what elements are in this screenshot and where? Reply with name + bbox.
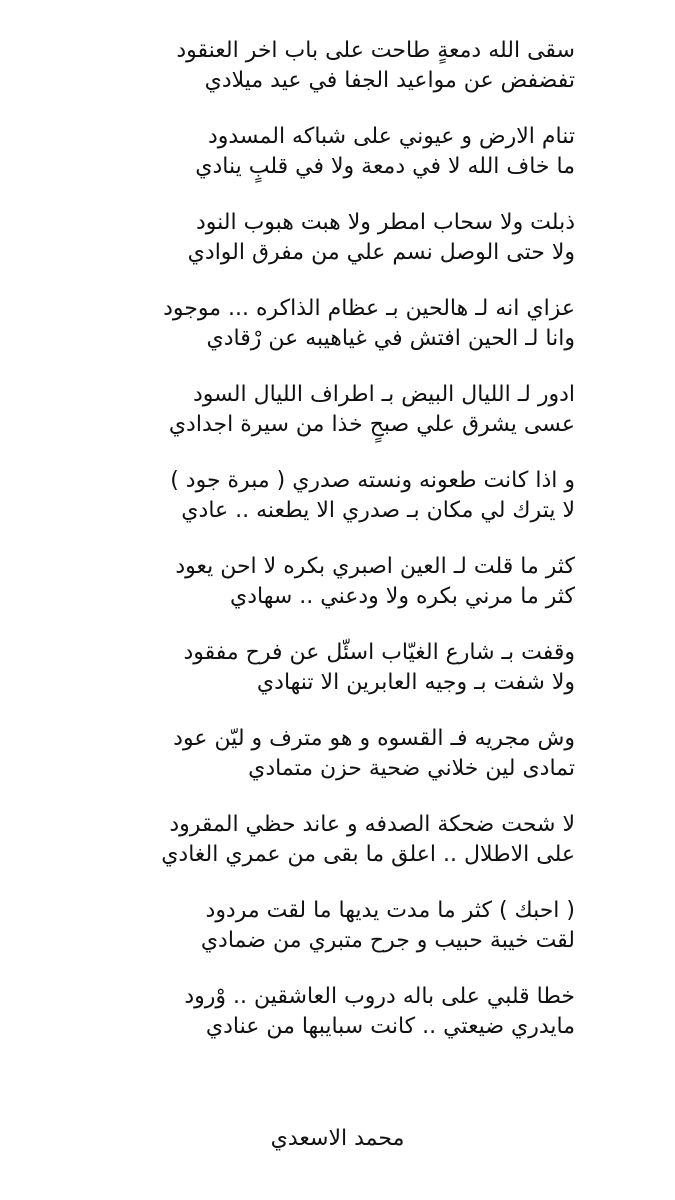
verse-line: تمادى لين خلاني ضحية حزن متمادي (248, 756, 575, 781)
verse-line: خطا قلبي على باله دروب العاشقين .. وْرود (184, 984, 575, 1009)
verse-line: لقت خيبة حبيب و جرح متبري من ضمادي (200, 928, 575, 953)
verse-line: كثر ما مرني بكره ولا ودعني .. سهادي (230, 584, 575, 609)
verse-line: لا يترك لي مكان بـ صدري الا يطعنه .. عادي (181, 498, 575, 523)
verse-line: على الاطلال .. اعلق ما بقى من عمري الغادي (161, 842, 575, 867)
verse-line: عزاي انه لـ هالحين بـ عظام الذاكره ... موجود (163, 296, 575, 321)
verse-line: سقى الله دمعةٍ طاحت على باب اخر العنقود (176, 38, 575, 63)
poem-body (100, 36, 575, 1068)
verse-line: تفضفض عن مواعيد الجفا في عيد ميلادي (204, 68, 575, 93)
stanza (100, 896, 575, 982)
stanza (100, 810, 575, 896)
verse-line: وقفت بـ شارع الغيّاب اسئّل عن فرح مفقود (183, 640, 575, 665)
stanza (100, 552, 575, 638)
verse-line: كثر ما قلت لـ العين اصبري بكره لا احن يعود (175, 554, 575, 579)
stanza (100, 466, 575, 552)
stanza (100, 380, 575, 466)
stanza (100, 36, 575, 122)
stanza (100, 638, 575, 724)
verse-line: وانا لـ الحين افتش في غياهيبه عن رْقادي (206, 326, 575, 351)
stanza (100, 724, 575, 810)
verse-line: لا شحت ضحكة الصدفه و عاند حظي المقرود (169, 812, 575, 837)
stanza (100, 122, 575, 208)
verse-line: مايدري ضيعتي .. كانت سبايبها من عنادي (205, 1014, 575, 1039)
verse-line: عسى يشرق علي صبحٍ خذا من سيرة اجدادي (168, 412, 575, 437)
verse-line: ولا حتى الوصل نسم علي من مفرق الوادي (187, 240, 575, 265)
stanza (100, 208, 575, 294)
verse-line: ( احبك ) كثر ما مدت يديها ما لقت مردود (205, 898, 575, 923)
stanza (100, 294, 575, 380)
verse-line: ما خاف الله لا في دمعة ولا في قلبٍ ينادي (195, 154, 575, 179)
stanza (100, 982, 575, 1068)
verse-line: و اذا كانت طعونه ونسته صدري ( مبرة جود ) (170, 468, 575, 493)
verse-line: تنام الارض و عيوني على شباكه المسدود (207, 124, 575, 149)
poet-signature: محمد الاسعدي (270, 1126, 405, 1151)
verse-line: وش مجريه فـ القسوه و هو مترف و ليّن عود (173, 726, 575, 751)
verse-line: ذبلت ولا سحاب امطر ولا هبت هبوب النود (195, 210, 575, 235)
verse-line: ولا شفت بـ وجيه العابرين الا تنهادي (256, 670, 575, 695)
verse-line: ادور لـ الليال البيض بـ اطراف الليال السود (192, 382, 575, 407)
